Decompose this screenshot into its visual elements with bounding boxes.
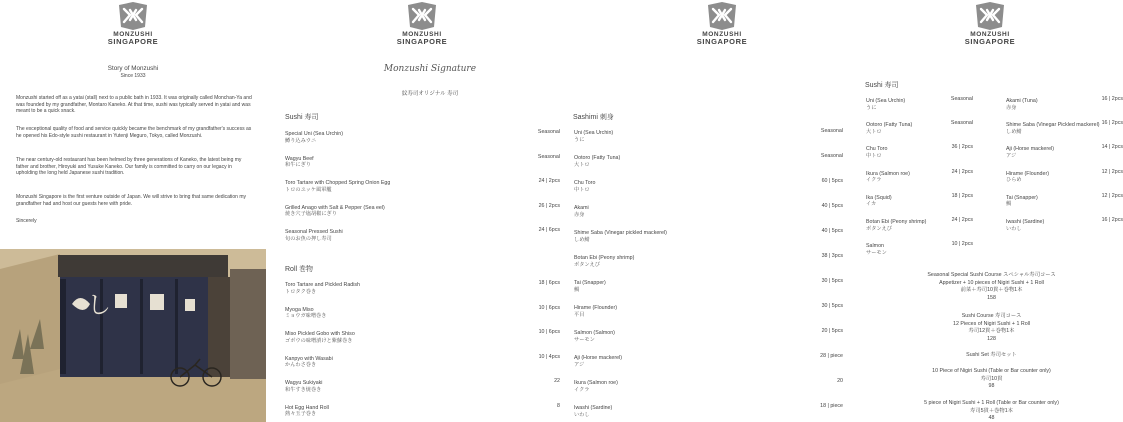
menu-item-price: 24 | 2pcs — [538, 178, 560, 184]
menu-item — [285, 229, 485, 242]
menu-item-name: Kanpyo with Wasabi — [285, 355, 333, 362]
menu-item — [285, 156, 485, 169]
menu-item-price: 14 | 2pcs — [1101, 144, 1123, 151]
menu-item — [285, 205, 485, 218]
brand-line1: MONZUSHI — [970, 31, 1010, 38]
menu-item-name: Uni (Sea Urchin) — [574, 130, 614, 136]
menu-item-name: Toro Tartare and Pickled Radish — [285, 282, 360, 288]
menu-item-name: Toro Tartare with Chopped Spring Onion Egg — [285, 180, 391, 186]
course-line: 寿司12貫＋巻物1本 — [968, 328, 1015, 334]
menu-item-name: Iwashi (Sardine) — [1006, 219, 1045, 225]
menu-item-name: Ootoro (Fatty Tuna) — [574, 155, 621, 161]
menu-item-name: Wagyu Beef — [285, 155, 314, 162]
menu-item-name-jp: 鯛 — [574, 286, 580, 293]
menu-item-name-jp: 熱々玉子巻き — [285, 411, 317, 417]
menu-item-name-jp: いわし — [1006, 225, 1022, 232]
menu-item-name: Ika (Squid) — [866, 194, 892, 201]
brand-line2: SINGAPORE — [696, 37, 748, 46]
menu-item-price: 10 | 6pcs — [538, 304, 560, 311]
menu-item-name-jp: 和牛にぎり — [285, 162, 311, 168]
menu-item-name-jp: イクラ — [866, 177, 882, 184]
course-line: 5 piece of Nigiri Sushi + 1 Roll (Table or Bar counter only) — [924, 400, 1059, 406]
menu-item-name: Uni (Sea Urchin) — [866, 98, 906, 104]
monzushi-logo-icon — [705, 1, 739, 31]
menu-item-price: 18 | 2pcs — [951, 192, 973, 199]
menu-item-name: Miso Pickled Gobo with Shiso — [285, 331, 355, 337]
menu-item-name: Salmon (Salmon) — [574, 330, 615, 336]
menu-item-price: 20 — [837, 378, 843, 384]
menu-item-name-jp: 和牛すき焼巻き — [285, 386, 322, 393]
menu-item-price: 12 | 2pcs — [1101, 168, 1123, 175]
menu-item-name-jp: うに — [866, 104, 877, 111]
menu-item-name: Seasonal Pressed Sushi — [285, 229, 343, 235]
menu-item-name-jp: ゴボウの味噌漬けと紫蘇巻き — [285, 337, 353, 344]
menu-item-price: 18 | piece — [820, 403, 843, 409]
menu-item-name-jp: ボタンえび — [574, 261, 600, 268]
menu-item-name: Chu Toro — [574, 180, 596, 186]
course-line: Seasonal Special Sushi Course スペシャル寿司コース — [927, 272, 1056, 278]
course-line: Sushi Course 寿司コース — [961, 313, 1022, 319]
menu-item-name: Ootoro (Fatty Tuna) — [866, 122, 913, 129]
menu-item — [574, 180, 784, 193]
menu-item — [285, 356, 485, 369]
menu-item-name: Tai (Snapper) — [1006, 194, 1038, 201]
menu-item-price: 26 | 2pcs — [538, 202, 560, 209]
monzushi-logo-icon — [973, 1, 1007, 31]
brand-line1: MONZUSHI — [402, 31, 442, 38]
course-block — [860, 272, 1123, 302]
course-line: 128 — [987, 335, 996, 342]
menu-item-price: 30 | 5pcs — [821, 303, 843, 309]
course-line: 寿司5貫＋巻物1本 — [970, 407, 1013, 414]
menu-item-price: 24 | 2pcs — [951, 217, 973, 223]
menu-item-name: Botan Ebi (Peony shrimp) — [866, 219, 927, 225]
menu-item-name: Hot Egg Hand Roll — [285, 404, 329, 411]
menu-item-name-jp: いわし — [574, 411, 590, 418]
menu-item — [1006, 122, 1101, 135]
menu-item — [1006, 171, 1101, 184]
menu-item-name: Special Uni (Sea Urchin) — [285, 131, 343, 137]
menu-item-name-jp: サーモン — [574, 336, 595, 343]
menu-item-name: Botan Ebi (Peony shrimp) — [574, 255, 635, 261]
menu-item-price: 28 | piece — [820, 353, 843, 359]
course-line: 10 Piece of Nigiri Sushi (Table or Bar counter only) — [932, 368, 1051, 374]
menu-item-name-jp: しめ鯖 — [1006, 128, 1022, 135]
menu-item-price: 8 — [557, 402, 560, 409]
menu-item-name: Hirame (Flounder) — [1006, 170, 1049, 177]
story-since: Since 1933 — [120, 73, 146, 79]
sashimi-heading: Sashimi 刺身 — [573, 114, 614, 121]
menu-item-name-jp: 鯛 — [1006, 201, 1012, 208]
menu-item-name-jp: トロのユッケ風軍艦 — [285, 186, 332, 193]
signature-panel — [280, 0, 564, 422]
menu-item-name-jp: サーモン — [866, 249, 887, 256]
menu-item-name: Shime Saba (Vinegar pickled mackerel) — [574, 230, 667, 236]
menu-item-name: Wagyu Sukiyaki — [285, 380, 323, 386]
menu-item-price: 10 | 2pcs — [951, 241, 973, 248]
menu-item-name: Akami — [574, 205, 589, 211]
menu-item-name-jp: うに — [574, 136, 585, 143]
course-line: 12 Pieces of Nigiri Sushi + 1 Roll — [953, 320, 1030, 327]
menu-item-name-jp: しめ鯖 — [574, 236, 590, 243]
course-line: 98 — [988, 383, 995, 389]
menu-item-name-jp: 赤身 — [574, 211, 585, 218]
menu-item-name-jp: イクラ — [574, 386, 590, 393]
menu-item-name-jp: 大トロ — [866, 128, 882, 135]
sushi-heading: Sushi 寿司 — [865, 82, 899, 89]
menu-item-price: 10 | 4pcs — [538, 353, 560, 360]
menu-item-name-jp: 大トロ — [574, 161, 590, 168]
menu-item — [574, 230, 784, 243]
menu-item-name-jp: かんわさ巻き — [285, 362, 317, 368]
menu-item-price: Seasonal — [820, 128, 843, 134]
menu-item — [574, 405, 784, 418]
menu-item-name: Aji (Horse mackerel) — [574, 355, 622, 361]
brand-logo — [396, 1, 448, 45]
menu-item — [574, 380, 784, 393]
menu-item — [574, 205, 784, 218]
menu-item — [1006, 219, 1101, 232]
menu-item-name-jp: ミョウガ味噌巻き — [285, 313, 327, 319]
story-paragraph: The near century-old restaurant has been helmed by three generations of Kaneko, the latest being my father and brother, Hiroyuki and Yusuke Kaneko. Our family is committed to carry on our legacy in upholding the long held Japanese sushi tradition. — [16, 157, 242, 177]
course-line: 48 — [988, 415, 995, 421]
menu-item — [285, 282, 485, 295]
brand-line1: MONZUSHI — [113, 31, 153, 38]
story-signoff: Sincerely — [16, 218, 37, 224]
menu-item — [574, 280, 784, 293]
signature-sushi-heading: Sushi 寿司 — [285, 114, 319, 121]
menu-item — [574, 255, 784, 268]
menu-item-price: Seasonal — [950, 120, 973, 127]
menu-item-price: Seasonal — [820, 153, 843, 159]
menu-item — [285, 380, 485, 393]
brand-logo — [696, 1, 748, 45]
menu-item — [574, 155, 784, 168]
menu-item-name: Hirame (Flounder) — [574, 305, 617, 311]
course-line: Appetizer + 10 pieces of Nigiri Sushi + 1 Roll — [939, 279, 1044, 286]
menu-item — [1006, 146, 1101, 159]
signature-subtitle: 紋寿司オリジナル 寿司 — [401, 91, 459, 97]
menu-item — [1006, 98, 1101, 111]
menu-item — [285, 180, 485, 193]
menu-item-price: 16 | 2pcs — [1101, 217, 1123, 223]
menu-item-price: 40 | 5pcs — [821, 203, 843, 209]
menu-item-price: 18 | 6pcs — [538, 280, 560, 286]
monzushi-logo-icon — [116, 1, 150, 31]
menu-item-name: Salmon — [866, 243, 884, 250]
menu-item-name: Iwashi (Sardine) — [574, 405, 613, 411]
menu-item-name-jp: 中トロ — [574, 186, 590, 193]
menu-item — [574, 130, 784, 143]
menu-item-name: Shime Saba (Vinegar Pickled mackerel) — [1006, 122, 1100, 129]
menu-item-price: 24 | 2pcs — [951, 168, 973, 175]
menu-item-name: Akami (Tuna) — [1006, 98, 1038, 104]
menu-item-price: 40 | 5pcs — [821, 228, 843, 234]
brand-logo — [107, 1, 159, 45]
menu-item — [285, 307, 485, 320]
shop-front-illustration — [0, 249, 266, 422]
menu-item-name-jp: 旬のお魚の押し寿司 — [285, 235, 332, 242]
menu-item — [574, 305, 784, 318]
menu-item-price: Seasonal — [537, 153, 560, 160]
menu-item-price: 60 | 5pcs — [821, 178, 843, 184]
menu-item-price: 16 | 2pcs — [1101, 120, 1123, 127]
menu-item-name-jp: ボタンえび — [866, 225, 892, 232]
menu-item — [1006, 195, 1101, 208]
brand-line2: SINGAPORE — [396, 37, 448, 46]
menu-item-name-jp: アジ — [574, 361, 585, 368]
menu-item-name-jp: 赤身 — [1006, 104, 1017, 111]
menu-item-name: Ikura (Salmon roe) — [574, 380, 618, 386]
sushi-panel — [860, 0, 1123, 422]
signature-roll-heading: Roll 巻物 — [285, 266, 314, 273]
monzushi-logo-icon — [405, 1, 439, 31]
menu-item — [285, 331, 485, 344]
menu-item — [574, 330, 784, 343]
brand-line2: SINGAPORE — [964, 37, 1016, 46]
menu-item-name-jp: 鱒り込みウニ — [285, 137, 317, 144]
menu-item-name-jp: トロタク巻き — [285, 288, 317, 295]
menu-item-name: Grilled Anago with Salt & Pepper (Sea eel) — [285, 204, 385, 211]
course-block — [860, 313, 1123, 343]
course-line: Sushi Set 寿司セット — [966, 352, 1017, 358]
signature-title: Monzushi Signature — [383, 64, 477, 74]
menu-item-price: 16 | 2pcs — [1101, 96, 1123, 102]
menu-item-name-jp: イカ — [866, 201, 877, 208]
menu-item-name-jp: アジ — [1006, 152, 1017, 159]
story-paragraph: Monzushi Singapore is the first venture outside of Japan. We will strive to bring that same dedication my grandfather had and host our guests here with pride. — [16, 194, 247, 207]
sashimi-panel — [568, 0, 848, 422]
menu-item-name: Tai (Snapper) — [574, 280, 606, 286]
menu-item-price: 10 | 6pcs — [538, 329, 560, 335]
menu-item-price: 38 | 3pcs — [821, 253, 843, 259]
brand-line2: SINGAPORE — [107, 37, 159, 46]
menu-item-name: Myoga Miso — [285, 306, 314, 313]
course-block — [860, 400, 1123, 422]
menu-item-name-jp: ひらめ — [1006, 177, 1022, 184]
menu-item — [285, 405, 485, 418]
menu-item — [285, 131, 485, 144]
menu-item-price: Seasonal — [950, 96, 973, 102]
menu-item-price: Seasonal — [537, 129, 560, 135]
story-paragraph: Monzushi started off as a yatai (stall) next to a public bath in 1933. It was originally called Monchan-Ya and was founded by my grandfather, Montaro Kaneko. At that time, sushi was typically served in yatai and was meant to be a quick snack. — [16, 95, 252, 115]
menu-item-name: Ikura (Salmon roe) — [866, 170, 910, 177]
photo-shop-sign: し — [87, 291, 111, 319]
menu-item-name: Chu Toro — [866, 146, 888, 153]
course-line: 寿司10貫 — [980, 375, 1003, 382]
course-line: 前菜＋寿司10貫＋巻物1本 — [960, 287, 1023, 293]
menu-item-price: 36 | 2pcs — [951, 144, 973, 151]
course-block — [860, 352, 1123, 360]
course-line: 158 — [987, 294, 996, 301]
menu-item-price: 20 | 5pcs — [821, 328, 843, 334]
story-paragraph: The exceptional quality of food and service quickly became the benchmark of my grandfather's success as he opened his Edo-style sushi restaurant in Yutenji Meguro, Tokyo, called Monzushi. — [16, 126, 252, 139]
menu-item-price: 24 | 6pcs — [538, 227, 560, 233]
menu-item-name: Aji (Horse mackerel) — [1006, 146, 1054, 153]
menu-item-name-jp: 中トロ — [866, 152, 882, 159]
brand-line1: MONZUSHI — [702, 31, 742, 38]
menu-item-price: 22 — [554, 378, 560, 384]
menu-item-name-jp: 平目 — [574, 311, 585, 318]
historic-shop-photo — [0, 249, 266, 422]
brand-logo — [964, 1, 1016, 45]
story-panel — [0, 0, 266, 422]
menu-item-name-jp: 焼き穴子塩胡椒にぎり — [285, 211, 337, 217]
menu-item-price: 12 | 2pcs — [1101, 192, 1123, 199]
course-block — [860, 368, 1123, 391]
story-title: Story of Monzushi — [107, 65, 159, 72]
menu-item — [574, 355, 784, 368]
menu-item-price: 30 | 5pcs — [821, 278, 843, 284]
